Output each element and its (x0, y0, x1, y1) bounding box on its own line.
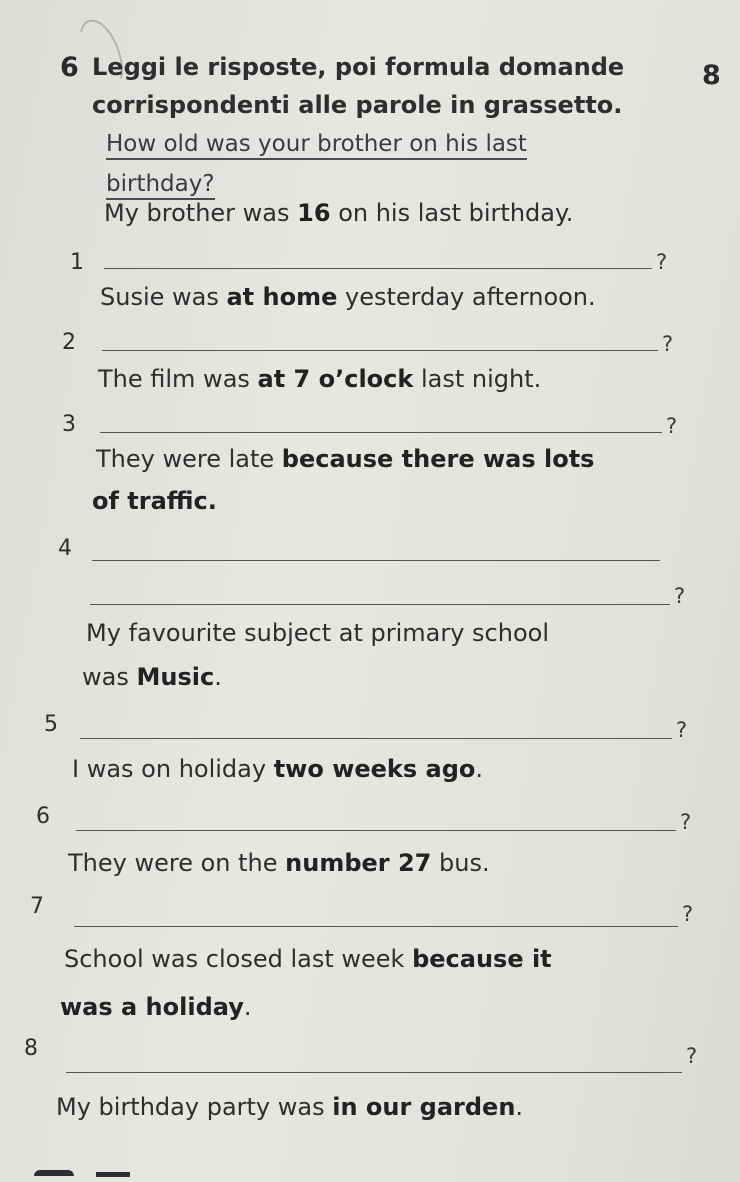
item-answer-continued (60, 984, 252, 1030)
question-mark: ? (674, 584, 686, 608)
cut-off-mark (96, 1172, 130, 1177)
answer-bold: Music (136, 663, 215, 691)
answer-part: My favourite subject at primary school (86, 619, 549, 647)
question-mark: ? (656, 250, 668, 274)
answer-line[interactable] (80, 738, 672, 739)
example-answer-part: on his last birthday. (330, 199, 574, 227)
item-answer-continued (92, 478, 217, 524)
answer-part: . (475, 755, 484, 783)
answer-line[interactable] (66, 1072, 682, 1073)
question-mark: ? (676, 718, 688, 742)
answer-part: . (214, 663, 222, 691)
answer-line[interactable] (74, 926, 678, 927)
answer-line[interactable] (76, 830, 676, 831)
exercise-number: 6 (60, 52, 79, 83)
exercise-instructions (92, 48, 624, 124)
example-answer-part: My brother was (104, 199, 298, 227)
answer-part: last night. (413, 365, 542, 393)
answer-part: I was on holiday (72, 755, 274, 783)
example-answer-bold: 16 (297, 199, 331, 227)
item-number: 8 (24, 1036, 38, 1061)
item-answer (68, 840, 490, 886)
cut-off-mark (34, 1170, 74, 1176)
item-answer (100, 274, 596, 320)
item-number: 5 (44, 712, 58, 737)
item-answer-continued (82, 654, 222, 700)
answer-line[interactable] (90, 604, 670, 605)
item-answer (56, 1084, 523, 1130)
item-answer (96, 436, 594, 482)
answer-bold: because there was lots (281, 445, 595, 473)
example-answer (104, 190, 573, 236)
answer-bold: at home (226, 283, 338, 311)
answer-part: School was closed last week (64, 945, 413, 973)
answer-part: . (243, 993, 252, 1021)
answer-part: My birthday party was (56, 1093, 333, 1121)
answer-line[interactable] (104, 268, 652, 269)
question-mark: ? (662, 332, 674, 356)
item-answer (64, 936, 552, 982)
item-answer (86, 610, 549, 656)
instructions-line-2: corrispondenti alle parole in grassetto. (92, 91, 623, 119)
answer-bold: at 7 o’clock (257, 365, 414, 393)
example-question-line-1: How old was your brother on his last (106, 130, 527, 160)
answer-part: . (515, 1093, 524, 1121)
answer-part: They were late (96, 445, 282, 473)
instructions-line-1: Leggi le risposte, poi formula domande (92, 53, 625, 81)
answer-line[interactable] (100, 432, 662, 433)
answer-line[interactable] (102, 350, 658, 351)
answer-part: was (82, 663, 137, 691)
item-number: 7 (30, 894, 44, 919)
answer-bold: was a holiday (60, 993, 244, 1021)
answer-bold: two weeks ago (273, 755, 476, 783)
answer-part: They were on the (68, 849, 286, 877)
question-mark: ? (682, 902, 694, 926)
points-value: 8 (702, 60, 721, 91)
item-number: 2 (62, 330, 76, 355)
answer-part: yesterday afternoon. (337, 283, 596, 311)
answer-part: The film was (98, 365, 258, 393)
answer-bold: in our garden (332, 1093, 516, 1121)
item-answer (72, 746, 483, 792)
answer-bold: number 27 (285, 849, 432, 877)
answer-part: Susie was (100, 283, 227, 311)
item-number: 4 (58, 536, 72, 561)
answer-bold: of traffic. (92, 487, 217, 515)
example-question-line-2: birthday? (106, 170, 215, 200)
item-number: 6 (36, 804, 50, 829)
answer-bold: because it (412, 945, 552, 973)
item-number: 3 (62, 412, 76, 437)
item-answer (98, 356, 541, 402)
answer-line[interactable] (92, 560, 660, 561)
question-mark: ? (666, 414, 678, 438)
item-number: 1 (70, 250, 84, 275)
answer-part: bus. (431, 849, 490, 877)
question-mark: ? (686, 1044, 698, 1068)
question-mark: ? (680, 810, 692, 834)
